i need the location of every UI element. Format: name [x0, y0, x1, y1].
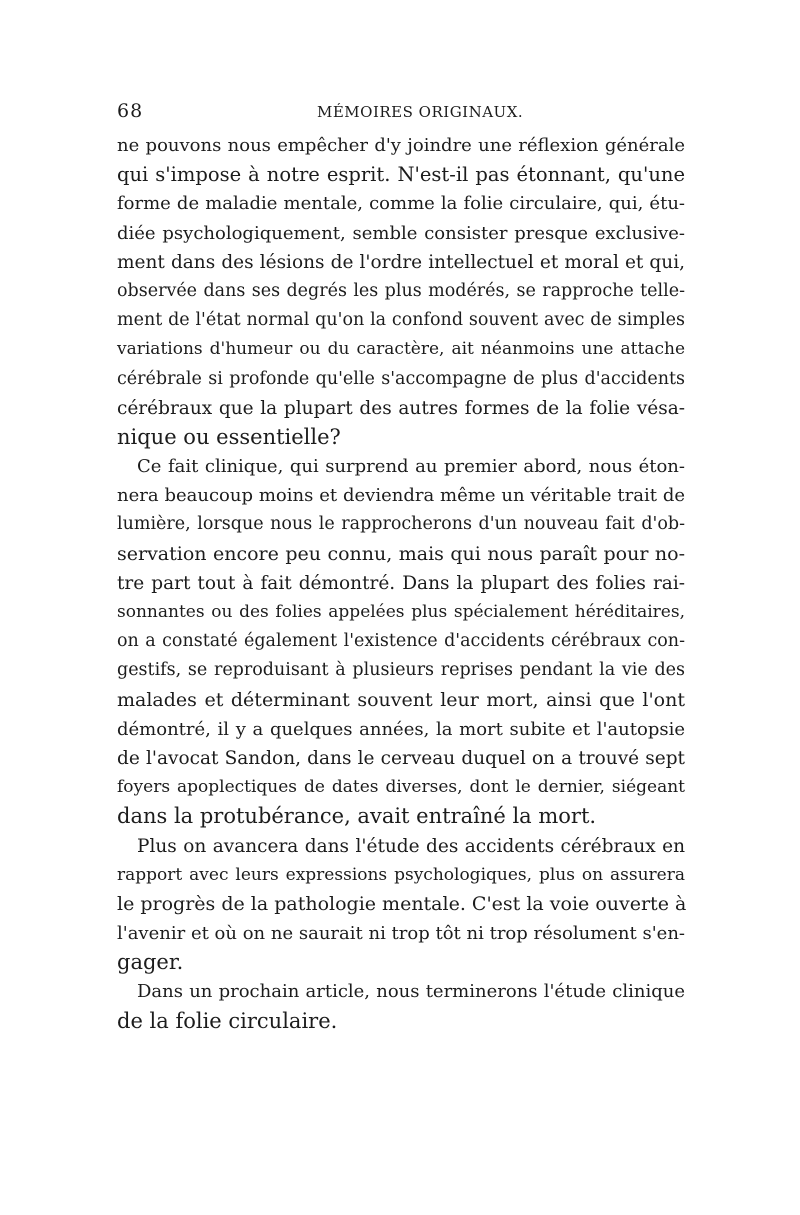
text-line: forme de maladie mentale, comme la folie circulaire, qui, étu- [117, 193, 685, 215]
text-line: observée dans ses degrés les plus modérés, se rapproche telle- [117, 280, 685, 301]
text-line: dans la protubérance, avait entraîné la mort. [117, 804, 597, 829]
text-line: ment dans des lésions de l'ordre intellectuel et moral et qui, [117, 251, 685, 273]
text-line: diée psychologiquement, semble consister presque exclusive- [117, 222, 685, 244]
text-line: servation encore peu connu, mais qui nous paraît pour no- [117, 542, 685, 565]
page-number: 68 [117, 100, 144, 122]
paragraph-start-line: Plus on avancera dans l'étude des accidents cérébraux en [137, 835, 685, 857]
text-line: variations d'humeur ou du caractère, ait néanmoins une attache [117, 339, 685, 360]
text-line: on a constaté également l'existence d'accidents cérébraux con- [117, 631, 685, 652]
text-line: nique ou essentielle? [117, 424, 341, 449]
text-line: démontré, il y a quelques années, la mort subite et l'autopsie [117, 718, 685, 740]
paragraph-start-line: Ce fait clinique, qui surprend au premier abord, nous éton- [137, 456, 685, 478]
text-line: foyers apoplectiques de dates diverses, dont le dernier, siégeant [117, 777, 685, 798]
paragraph-start-line: Dans un prochain article, nous terminerons l'étude clinique [137, 981, 685, 1003]
text-line: ment de l'état normal qu'on la confond souvent avec de simples [117, 310, 685, 331]
text-line: cérébrale si profonde qu'elle s'accompagne de plus d'accidents [117, 368, 685, 389]
text-line: gager. [117, 950, 184, 975]
text-line: l'avenir et où on ne saurait ni trop tôt ni trop résolument s'en- [117, 923, 685, 945]
text-line: cérébraux que la plupart des autres formes de la folie vésa- [117, 397, 685, 419]
text-line: qui s'impose à notre esprit. N'est-il pas étonnant, qu'une [117, 163, 685, 187]
text-line: rapport avec leurs expressions psychologiques, plus on assurera [117, 864, 685, 885]
text-line: nera beaucoup moins et deviendra même un véritable trait de [117, 485, 685, 507]
text-line: ne pouvons nous empêcher d'y joindre une réflexion générale [117, 135, 685, 156]
body-text [117, 131, 685, 1036]
text-line: tre part tout à fait démontré. Dans la plupart des folies rai- [117, 572, 685, 594]
text-line: malades et déterminant souvent leur mort, ainsi que l'ont [117, 688, 685, 711]
running-head: MÉMOIRES ORIGINAUX. [317, 103, 524, 121]
text-line: de la folie circulaire. [117, 1008, 338, 1033]
page-header [117, 100, 685, 130]
text-line: gestifs, se reproduisant à plusieurs reprises pendant la vie des [117, 660, 685, 681]
text-line: de l'avocat Sandon, dans le cerveau duquel on a trouvé sept [117, 747, 685, 769]
text-line: lumière, lorsque nous le rapprocherons d'un nouveau fait d'ob- [117, 514, 685, 535]
text-line: sonnantes ou des folies appelées plus spécialement héréditaires, [117, 602, 685, 622]
text-line: le progrès de la pathologie mentale. C'est la voie ouverte à [117, 892, 687, 915]
